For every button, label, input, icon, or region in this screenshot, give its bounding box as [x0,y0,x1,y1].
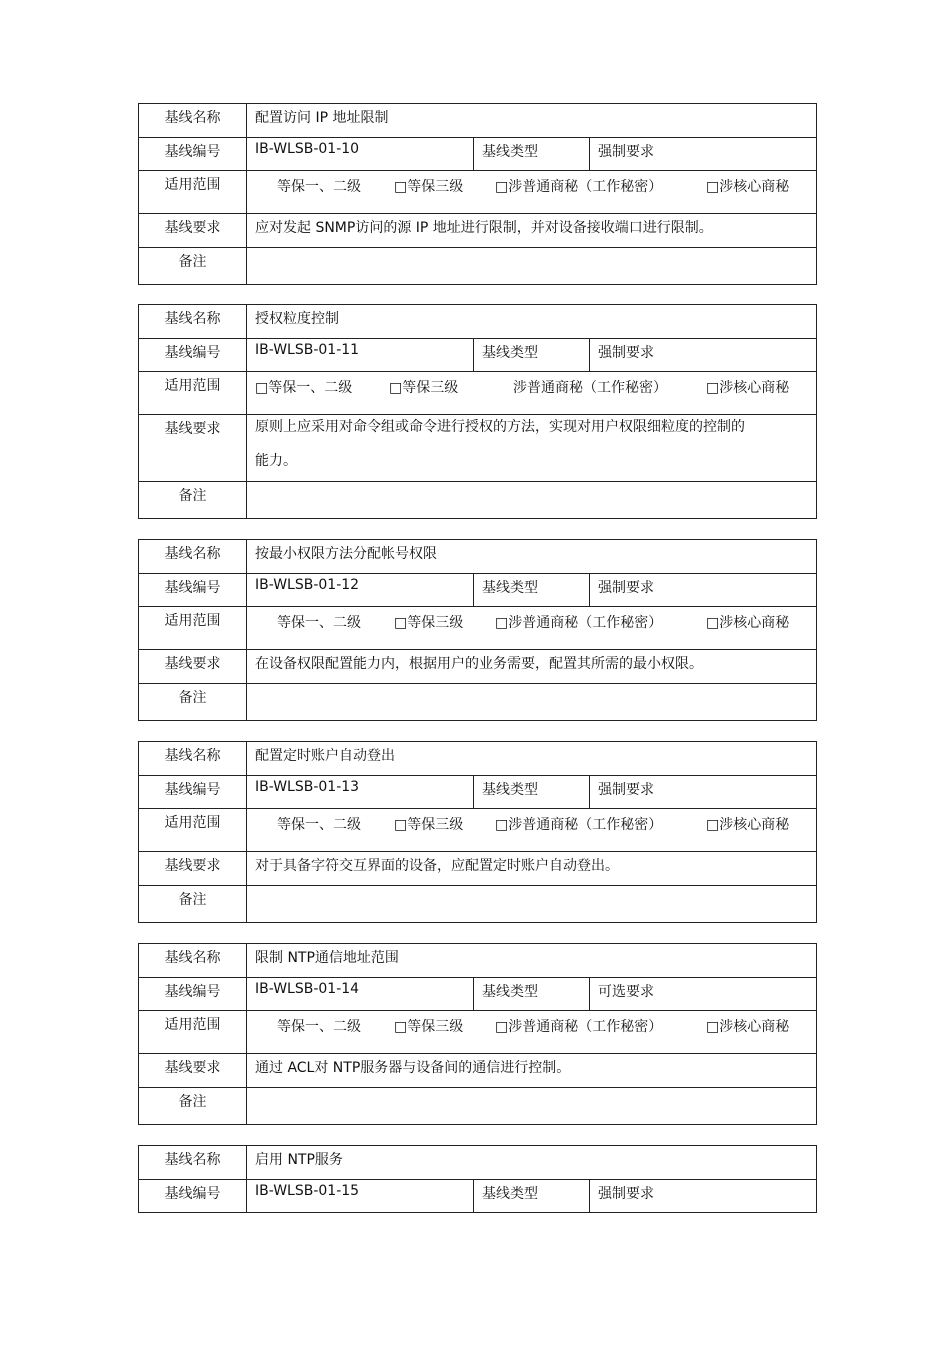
baseline-requirement: 对于具备字符交互界面的设备，应配置定时账户自动登出。 [247,852,817,886]
scope-option: □等保三级 [394,615,464,631]
baseline-table-2 [138,304,817,519]
baseline-note [247,886,817,923]
req-label: 基线要求 [139,214,247,248]
baseline-name: 按最小权限方法分配帐号权限 [247,540,817,574]
scope-option: 等保一、二级 [277,817,361,833]
scope-option: 等保一、二级 [277,179,361,195]
baseline-type: 强制要求 [590,138,817,171]
name-label: 基线名称 [139,742,247,776]
note-label: 备注 [139,684,247,721]
req-label: 基线要求 [139,650,247,684]
req-label: 基线要求 [139,1054,247,1088]
baseline-id: IB-WLSB-01-12 [247,574,474,607]
baseline-table-1 [138,103,817,285]
baseline-note [247,248,817,285]
baseline-type: 强制要求 [590,776,817,809]
type-label: 基线类型 [474,978,590,1011]
baseline-requirement: 在设备权限配置能力内，根据用户的业务需要，配置其所需的最小权限。 [247,650,817,684]
scope-option: □涉普通商秘（工作秘密） [495,1019,663,1035]
scope-option: □涉核心商秘 [706,380,790,396]
scope-option: □涉核心商秘 [706,179,790,195]
id-label: 基线编号 [139,776,247,809]
baseline-note [247,482,817,519]
type-label: 基线类型 [474,776,590,809]
scope-label: 适用范围 [139,607,247,650]
baseline-id: IB-WLSB-01-10 [247,138,474,171]
scope-option: □等保三级 [394,1019,464,1035]
scope-label: 适用范围 [139,171,247,214]
scope-options [247,607,817,650]
scope-options [247,372,817,415]
baseline-note [247,684,817,721]
baseline-table-3 [138,539,817,721]
baseline-type: 强制要求 [590,339,817,372]
id-label: 基线编号 [139,339,247,372]
baseline-type: 可选要求 [590,978,817,1011]
baseline-type: 强制要求 [590,1180,817,1213]
scope-label: 适用范围 [139,809,247,852]
scope-option: □等保三级 [389,380,459,396]
baseline-name: 限制 NTP通信地址范围 [247,944,817,978]
scope-option: □涉核心商秘 [706,817,790,833]
name-label: 基线名称 [139,104,247,138]
baseline-requirement: 原则上应采用对命令组或命令进行授权的方法，实现对用户权限细粒度的控制的能力。 [255,419,745,469]
scope-options [247,171,817,214]
note-label: 备注 [139,886,247,923]
baseline-type: 强制要求 [590,574,817,607]
scope-option: □涉普通商秘（工作秘密） [495,817,663,833]
scope-label: 适用范围 [139,372,247,415]
baseline-requirement: 通过 ACL对 NTP服务器与设备间的通信进行控制。 [247,1054,817,1088]
name-label: 基线名称 [139,305,247,339]
type-label: 基线类型 [474,138,590,171]
scope-options [247,1011,817,1054]
scope-option: □涉核心商秘 [706,615,790,631]
type-label: 基线类型 [474,1180,590,1213]
name-label: 基线名称 [139,944,247,978]
baseline-table-5 [138,943,817,1125]
name-label: 基线名称 [139,540,247,574]
req-label: 基线要求 [139,852,247,886]
baseline-name: 配置访问 IP 地址限制 [247,104,817,138]
baseline-name: 授权粒度控制 [247,305,817,339]
baseline-id: IB-WLSB-01-15 [247,1180,474,1213]
scope-option: □等保三级 [394,817,464,833]
type-label: 基线类型 [474,574,590,607]
baseline-name: 启用 NTP服务 [247,1146,817,1180]
scope-option: 等保一、二级 [277,615,361,631]
note-label: 备注 [139,482,247,519]
baseline-note [247,1088,817,1125]
baseline-table-4 [138,741,817,923]
scope-option: □涉普通商秘（工作秘密） [495,179,663,195]
scope-option: □涉普通商秘（工作秘密） [495,615,663,631]
baseline-id: IB-WLSB-01-13 [247,776,474,809]
scope-option: 涉普通商秘（工作秘密） [513,380,667,396]
scope-options [247,809,817,852]
baseline-id: IB-WLSB-01-14 [247,978,474,1011]
note-label: 备注 [139,248,247,285]
scope-label: 适用范围 [139,1011,247,1054]
scope-option: □涉核心商秘 [706,1019,790,1035]
req-label: 基线要求 [139,415,247,482]
id-label: 基线编号 [139,1180,247,1213]
baseline-name: 配置定时账户自动登出 [247,742,817,776]
note-label: 备注 [139,1088,247,1125]
type-label: 基线类型 [474,339,590,372]
scope-option: □等保一、二级 [255,380,353,396]
baseline-id: IB-WLSB-01-11 [247,339,474,372]
baseline-table-6 [138,1145,817,1213]
scope-option: 等保一、二级 [277,1019,361,1035]
scope-option: □等保三级 [394,179,464,195]
baseline-requirement: 应对发起 SNMP访问的源 IP 地址进行限制，并对设备接收端口进行限制。 [247,214,817,248]
id-label: 基线编号 [139,138,247,171]
name-label: 基线名称 [139,1146,247,1180]
id-label: 基线编号 [139,978,247,1011]
id-label: 基线编号 [139,574,247,607]
